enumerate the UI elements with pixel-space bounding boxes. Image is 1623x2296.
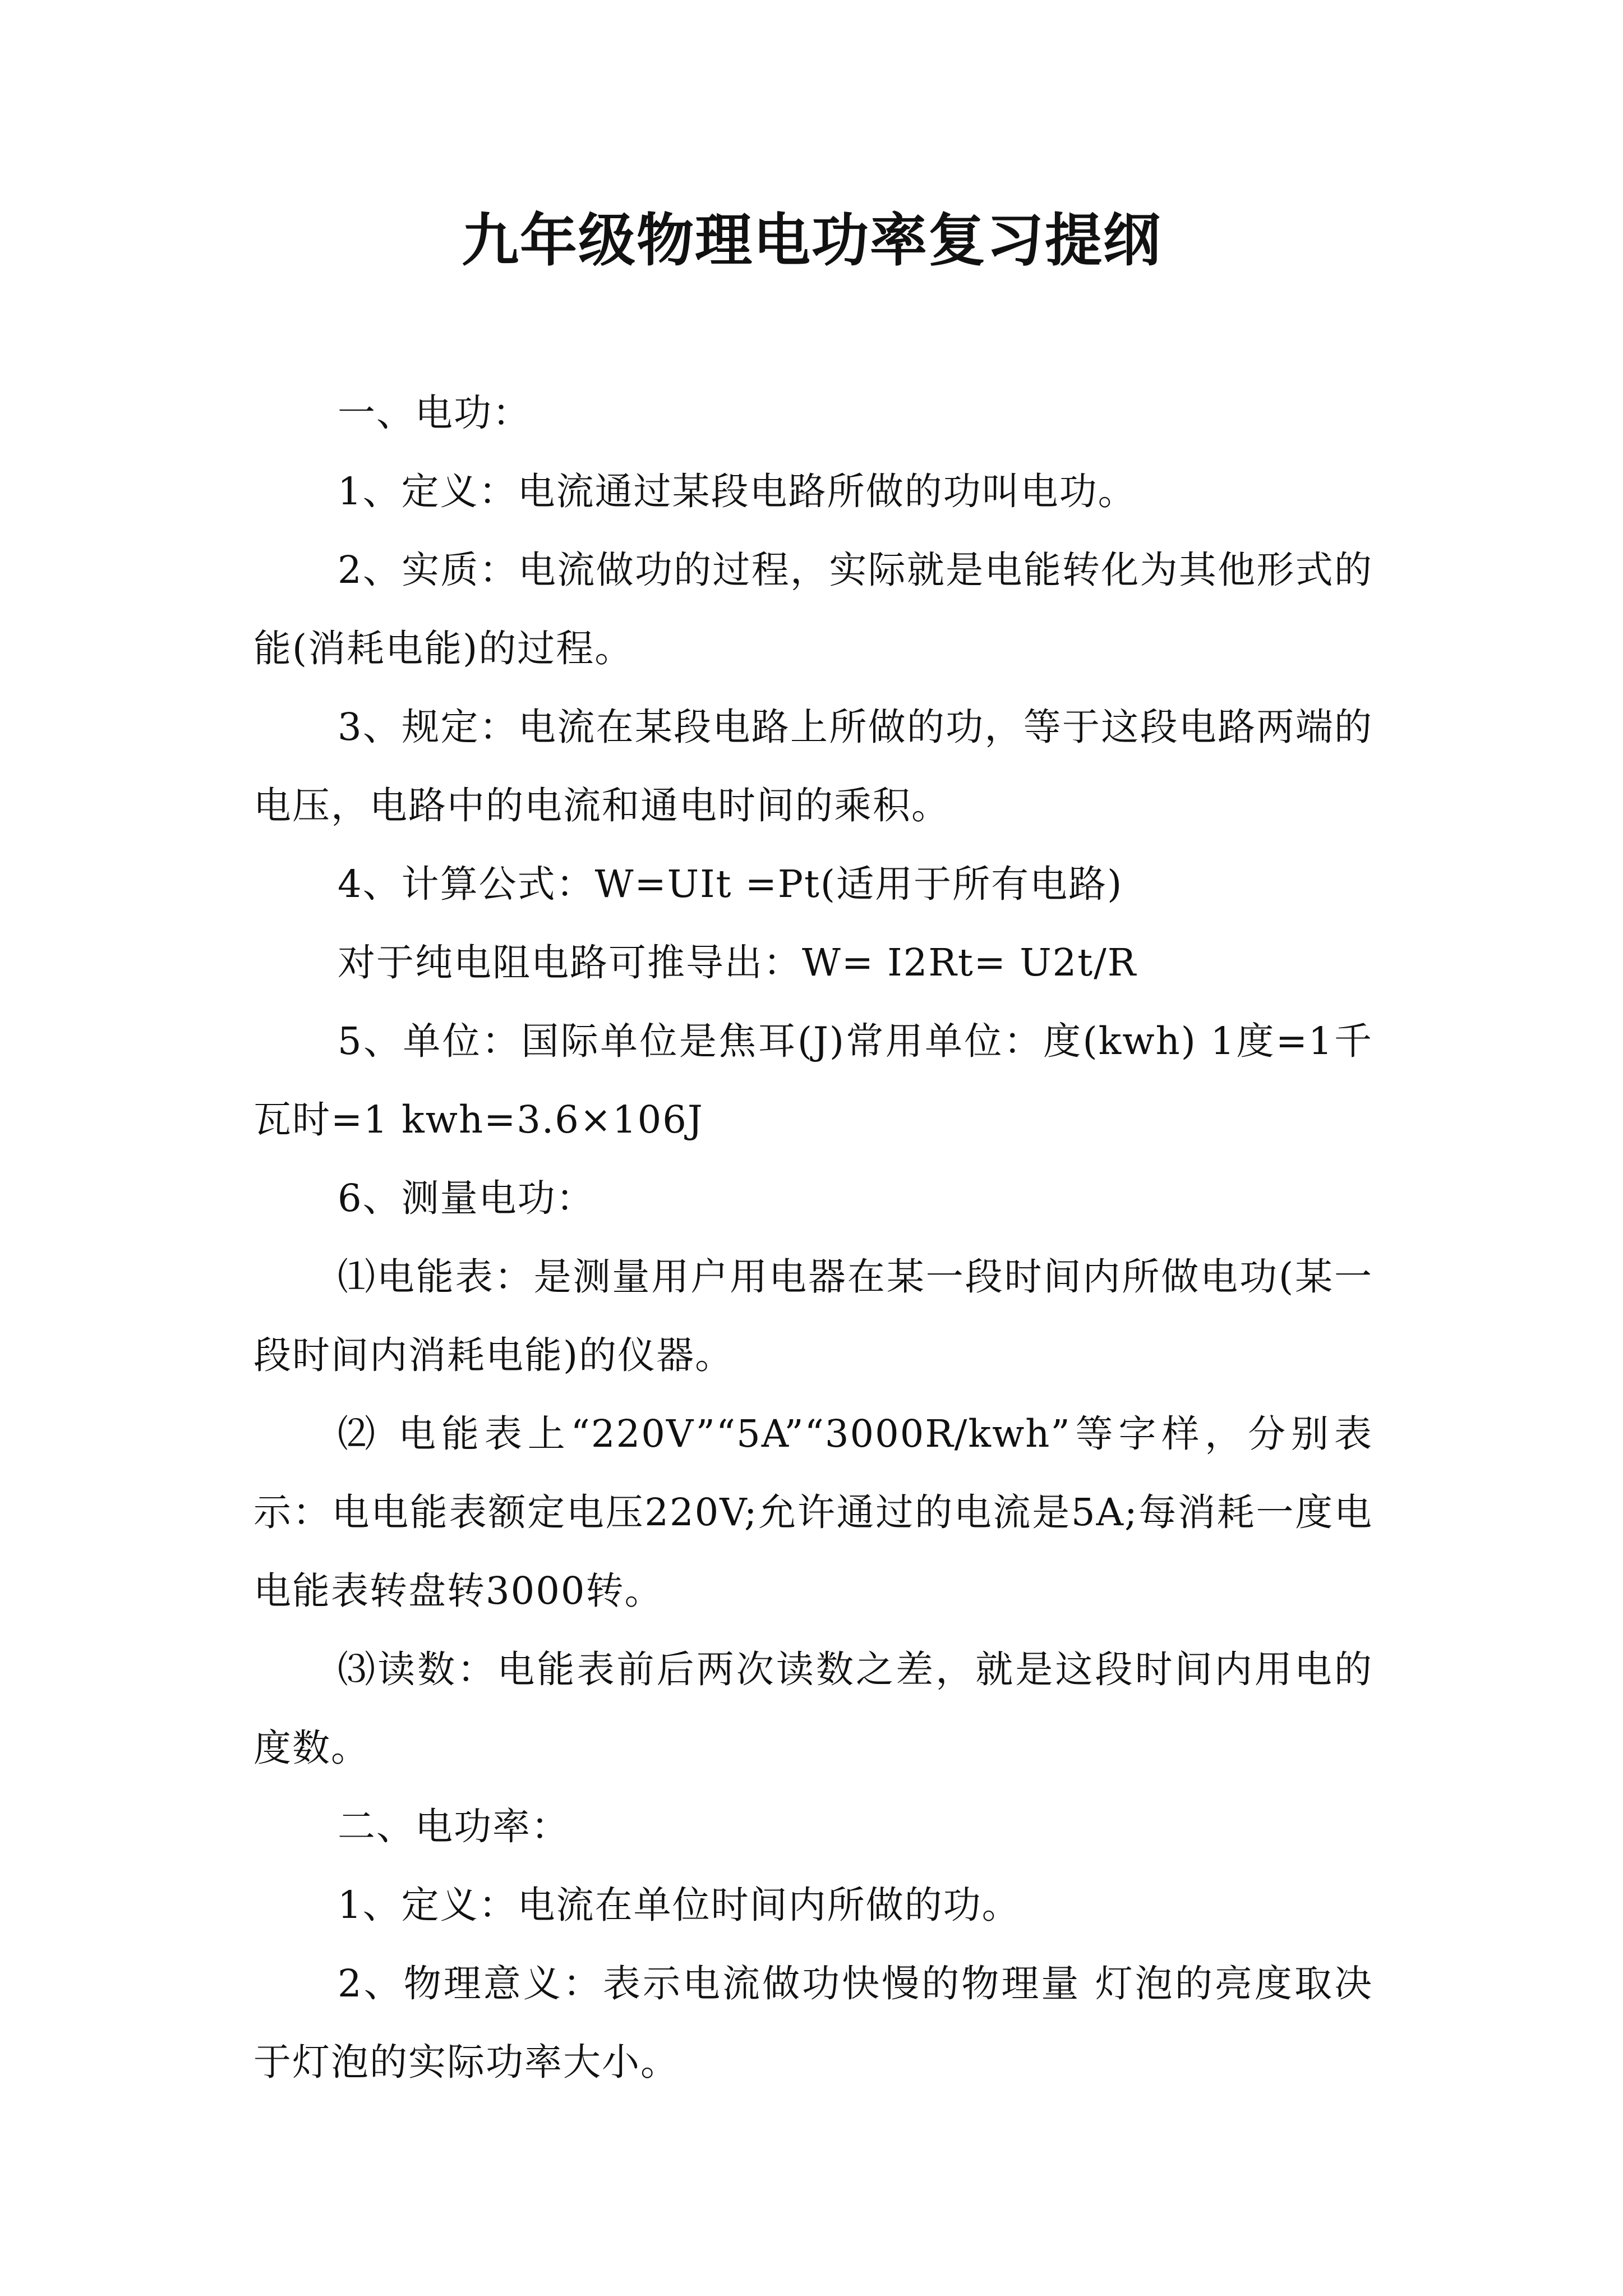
- paragraph-rule: 3、规定：电流在某段电路上所做的功，等于这段电路两端的电压，电路中的电流和通电时间的乘积。: [253, 705, 1373, 827]
- paragraph-physical-meaning: 2、物理意义：表示电流做功快慢的物理量 灯泡的亮度取决于灯泡的实际功率大小。: [253, 1962, 1373, 2084]
- paragraph-measurement: 6、测量电功：: [338, 1176, 595, 1220]
- paragraph-definition: 1、定义：电流通过某段电路所做的功叫电功。: [338, 470, 1137, 513]
- document-title: 九年级物理电功率复习提纲: [462, 208, 1161, 274]
- paragraph-unit: 5、单位：国际单位是焦耳(J)常用单位：度(kwh) 1度=1千瓦时=1 kwh=3.6×106J: [253, 1019, 1373, 1142]
- paragraph-meter: ⑴电能表：是测量用户用电器在某一段时间内所做电功(某一段时间内消耗电能)的仪器。: [253, 1255, 1373, 1377]
- section-heading-electric-work: 一、电功：: [338, 391, 531, 435]
- paragraph-power-definition: 1、定义：电流在单位时间内所做的功。: [338, 1883, 1021, 1927]
- document-body: [253, 374, 1373, 2101]
- paragraph-meter-labels: ⑵ 电能表上“220V”“5A”“3000R/kwh”等字样，分别表示：电电能表额定电压220V;允许通过的电流是5A;每消耗一度电电能表转盘转3000转。: [253, 1412, 1373, 1613]
- paragraph-pure-resistance: 对于纯电阻电路可推导出：W= I2Rt= U2t/R: [338, 941, 1137, 984]
- section-heading-electric-power: 二、电功率：: [338, 1805, 570, 1848]
- paragraph-formula: 4、计算公式：W=UIt =Pt(适用于所有电路): [338, 862, 1123, 906]
- paragraph-reading: ⑶读数：电能表前后两次读数之差，就是这段时间内用电的度数。: [253, 1648, 1373, 1770]
- paragraph-essence: 2、实质：电流做功的过程，实际就是电能转化为其他形式的能(消耗电能)的过程。: [253, 548, 1373, 670]
